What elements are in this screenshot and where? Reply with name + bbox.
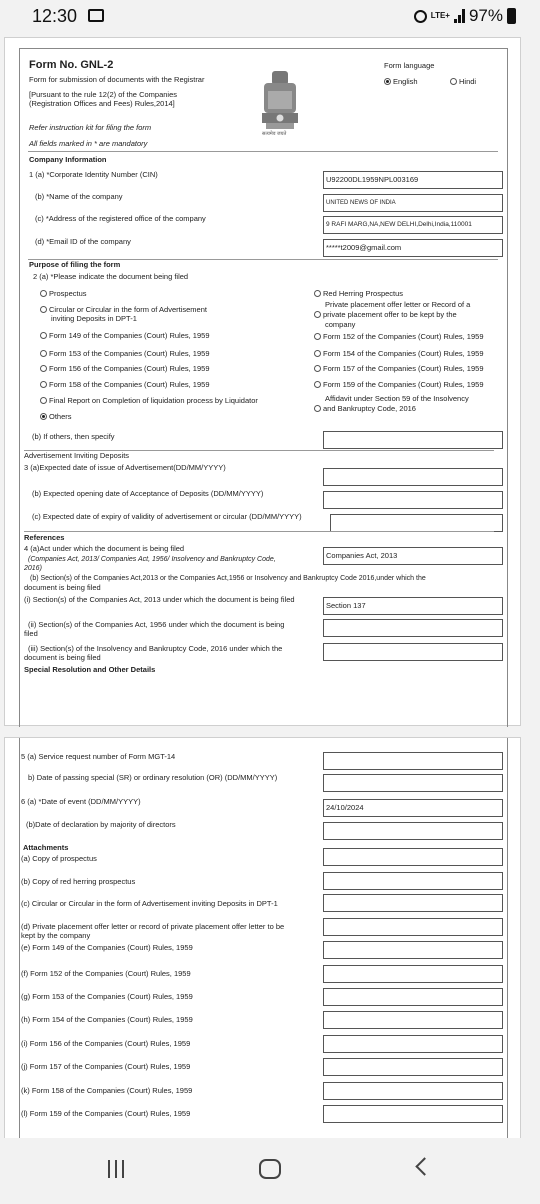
expiry-date-label: (c) Expected date of expiry of validity of advertisement or circular (DD/MM/YYYY) xyxy=(32,512,302,521)
cin-field[interactable]: U92200DL1959NPL003169 xyxy=(323,171,503,189)
company-info-heading: Company Information xyxy=(29,155,107,164)
event-date-field[interactable]: 24/10/2024 xyxy=(323,799,503,817)
attachment-a-field[interactable] xyxy=(323,848,503,866)
attachment-a-label: (a) Copy of prospectus xyxy=(21,854,97,863)
attachment-j-field[interactable] xyxy=(323,1058,503,1076)
section-1956-field[interactable] xyxy=(323,619,503,637)
option-prospectus[interactable]: Prospectus xyxy=(40,289,87,298)
attachment-e-field[interactable] xyxy=(323,941,503,959)
form-language-label: Form language xyxy=(384,61,435,70)
network-type: LTE+ xyxy=(430,11,450,20)
attachment-d-label-2: kept by the company xyxy=(21,931,91,940)
srn-field[interactable] xyxy=(323,752,503,770)
option-private-line3: company xyxy=(325,320,356,329)
option-private-placement[interactable]: private placement offer to be kept by the xyxy=(314,310,457,319)
act-field[interactable]: Companies Act, 2013 xyxy=(323,547,503,565)
rule-line-2: (Registration Offices and Fees) Rules,2014] xyxy=(29,99,175,108)
option-form-149[interactable]: Form 149 of the Companies (Court) Rules, 1959 xyxy=(40,331,210,340)
section-ibc-label-2: document is being filed xyxy=(24,653,101,662)
attachment-k-label: (k) Form 158 of the Companies (Court) Rules, 1959 xyxy=(21,1086,193,1095)
attachment-d-field[interactable] xyxy=(323,918,503,936)
issue-date-label: 3 (a)Expected date of issue of Advertisement(DD/MM/YYYY) xyxy=(24,463,226,472)
references-heading: References xyxy=(24,533,65,542)
option-form-153[interactable]: Form 153 of the Companies (Court) Rules, 1959 xyxy=(40,349,210,358)
act-hint-2: 2016) xyxy=(24,565,42,572)
option-circular-line2: inviting Deposits in DPT-1 xyxy=(51,314,137,323)
status-bar xyxy=(0,0,540,34)
battery-percent: 97% xyxy=(468,6,503,25)
nav-bar xyxy=(0,1138,540,1204)
option-red-herring[interactable]: Red Herring Prospectus xyxy=(314,289,403,298)
form-frame xyxy=(19,48,508,727)
others-specify-label: (b) If others, then specify xyxy=(32,432,115,441)
form-number: Form No. GNL-2 xyxy=(29,59,114,71)
attachment-l-field[interactable] xyxy=(323,1105,503,1123)
recents-button[interactable] xyxy=(108,1160,124,1178)
instruction-note: Refer instruction kit for filing the form xyxy=(29,123,152,132)
section-ibc-label: (iii) Section(s) of the Insolvency and Bankruptcy Code, 2016 under which the xyxy=(28,644,283,653)
option-private-line1: Private placement offer letter or Record of a xyxy=(325,300,471,309)
attachment-b-label: (b) Copy of red herring prospectus xyxy=(21,877,136,886)
status-icons xyxy=(414,6,516,26)
option-affidavit[interactable]: and Bankruptcy Code, 2016 xyxy=(314,404,416,413)
section-ibc-field[interactable] xyxy=(323,643,503,661)
option-affidavit-line1: Affidavit under Section 59 of the Insolvency xyxy=(325,394,469,403)
option-form-159[interactable]: Form 159 of the Companies (Court) Rules, 1959 xyxy=(314,380,484,389)
home-button[interactable] xyxy=(259,1159,281,1179)
srn-label: 5 (a) Service request number of Form MGT-14 xyxy=(21,752,176,761)
gmail-icon xyxy=(88,9,104,22)
attachment-f-label: (f) Form 152 of the Companies (Court) Rules, 1959 xyxy=(21,969,191,978)
act-label: 4 (a)Act under which the document is being filed xyxy=(24,544,185,553)
declaration-date-label: (b)Date of declaration by majority of directors xyxy=(26,820,176,829)
attachment-i-field[interactable] xyxy=(323,1035,503,1053)
section-1956-label: (ii) Section(s) of the Companies Act, 1956 under which the document is being xyxy=(28,620,285,629)
address-field[interactable]: 9 RAFI MARG,NA,NEW DELHI,Delhi,India,110001 xyxy=(323,216,503,234)
signal-icon xyxy=(454,9,465,23)
opening-date-field[interactable] xyxy=(323,491,503,509)
purpose-question: 2 (a) *Please indicate the document being filed xyxy=(33,272,189,281)
issue-date-field[interactable] xyxy=(323,468,503,486)
cin-label: 1 (a) *Corporate Identity Number (CIN) xyxy=(29,170,158,179)
attachment-e-label: (e) Form 149 of the Companies (Court) Rules, 1959 xyxy=(21,943,193,952)
attachment-d-label: (d) Private placement offer letter or record of private placement offer letter to be xyxy=(21,922,285,931)
status-time: 12:30 xyxy=(32,6,78,26)
section-2013-label: (i) Section(s) of the Companies Act, 2013 under which the document is being filed xyxy=(24,595,295,604)
others-specify-field[interactable] xyxy=(323,431,503,449)
sections-label-2: document is being filed xyxy=(24,583,101,592)
option-circular[interactable]: Circular or Circular in the form of Advertisement xyxy=(40,305,207,314)
company-name-field[interactable]: UNITED NEWS OF INDIA xyxy=(323,194,503,212)
attachment-i-label: (i) Form 156 of the Companies (Court) Rules, 1959 xyxy=(21,1039,191,1048)
option-others[interactable]: Others xyxy=(40,412,72,421)
advertisement-heading: Advertisement Inviting Deposits xyxy=(24,451,130,460)
mandatory-note: All fields marked in * are mandatory xyxy=(29,139,148,148)
attachment-j-label: (j) Form 157 of the Companies (Court) Rules, 1959 xyxy=(21,1062,191,1071)
option-form-157[interactable]: Form 157 of the Companies (Court) Rules, 1959 xyxy=(314,364,484,373)
attachment-l-label: (l) Form 159 of the Companies (Court) Rules, 1959 xyxy=(21,1109,191,1118)
attachment-c-label: (c) Circular or Circular in the form of Advertisement inviting Deposits in DPT-1 xyxy=(21,899,278,908)
battery-icon xyxy=(507,8,516,24)
attachment-b-field[interactable] xyxy=(323,872,503,890)
resolution-date-label: b) Date of passing special (SR) or ordinary resolution (OR) (DD/MM/YYYY) xyxy=(28,773,278,782)
attachment-g-field[interactable] xyxy=(323,988,503,1006)
expiry-date-field[interactable] xyxy=(330,514,503,532)
attachment-h-label: (h) Form 154 of the Companies (Court) Rules, 1959 xyxy=(21,1015,193,1024)
email-field[interactable]: *****t2009@gmail.com xyxy=(323,239,503,257)
address-label: (c) *Address of the registered office of the company xyxy=(35,214,206,223)
special-resolution-heading: Special Resolution and Other Details xyxy=(24,665,156,674)
form-page-1 xyxy=(4,37,521,726)
purpose-heading: Purpose of filing the form xyxy=(29,260,121,269)
lang-hindi-option[interactable]: Hindi xyxy=(450,77,476,86)
option-form-158[interactable]: Form 158 of the Companies (Court) Rules, 1959 xyxy=(40,380,210,389)
option-form-154[interactable]: Form 154 of the Companies (Court) Rules, 1959 xyxy=(314,349,484,358)
attachment-f-field[interactable] xyxy=(323,965,503,983)
sections-label: (b) Section(s) of the Companies Act,2013 or the Companies Act,1956 or Insolvency and Bankruptcy Code 2016,under which the xyxy=(30,575,426,582)
alarm-icon xyxy=(414,10,427,23)
attachment-k-field[interactable] xyxy=(323,1082,503,1100)
option-final-report[interactable]: Final Report on Completion of liquidation process by Liquidator xyxy=(40,396,258,405)
declaration-date-field[interactable] xyxy=(323,822,503,840)
option-form-156[interactable]: Form 156 of the Companies (Court) Rules, 1959 xyxy=(40,364,210,373)
event-date-label: 6 (a) *Date of event (DD/MM/YYYY) xyxy=(21,797,141,806)
attachment-h-field[interactable] xyxy=(323,1011,503,1029)
rule-line-1: [Pursuant to the rule 12(2) of the Companies xyxy=(29,90,178,99)
form-subtitle: Form for submission of documents with the Registrar xyxy=(29,75,205,84)
attachment-c-field[interactable] xyxy=(323,894,503,912)
company-name-label: (b) *Name of the company xyxy=(35,192,123,201)
act-hint: (Companies Act, 2013/ Companies Act, 1956/ Insolvency and Bankruptcy Code, xyxy=(28,556,276,563)
opening-date-label: (b) Expected opening date of Acceptance of Deposits (DD/MM/YYYY) xyxy=(32,489,264,498)
email-label: (d) *Email ID of the company xyxy=(35,237,131,246)
resolution-date-field[interactable] xyxy=(323,774,503,792)
back-button[interactable] xyxy=(415,1157,433,1175)
attachment-g-label: (g) Form 153 of the Companies (Court) Rules, 1959 xyxy=(21,992,193,1001)
form-page-2 xyxy=(4,737,521,1138)
section-2013-field[interactable]: Section 137 xyxy=(323,597,503,615)
attachments-heading: Attachments xyxy=(23,843,69,852)
lang-english-option[interactable]: English xyxy=(384,77,418,86)
option-form-152[interactable]: Form 152 of the Companies (Court) Rules, 1959 xyxy=(314,332,484,341)
section-1956-label-2: filed xyxy=(24,629,38,638)
emblem-caption: सत्यमेव जयते xyxy=(262,131,287,137)
form-frame-2 xyxy=(19,738,508,1139)
